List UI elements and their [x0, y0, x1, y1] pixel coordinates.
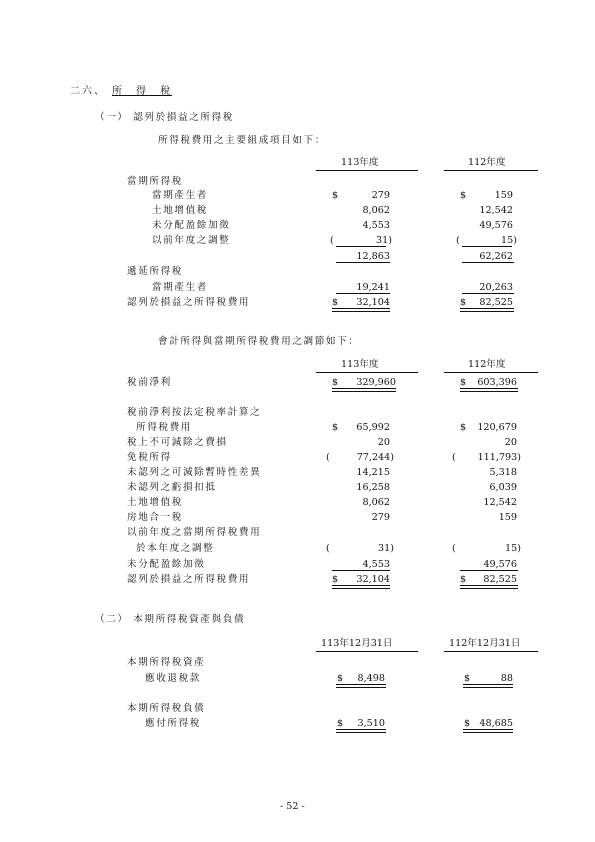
double-underline	[332, 585, 390, 589]
row-label: 免稅所得	[127, 452, 172, 463]
col-header-112: 112年度	[468, 157, 506, 168]
prior-113: 31)	[378, 543, 394, 554]
underline	[336, 293, 390, 294]
row-label: 未認列之可減除暫時性差異	[127, 467, 262, 478]
value-112: 49,576	[479, 220, 513, 231]
value-113: 279	[371, 512, 390, 523]
row-label: 土地增值稅	[152, 205, 208, 216]
open-paren: (	[452, 452, 456, 463]
dollar-sign: $	[460, 297, 467, 308]
calc-113: 65,992	[356, 422, 390, 433]
header-rule-112	[444, 372, 538, 373]
value-112: 159	[498, 512, 517, 523]
value-113: 20	[377, 437, 390, 448]
dollar-sign: $	[337, 673, 344, 684]
part1-heading: （一） 認列於損益之所得稅	[95, 112, 234, 123]
page-number: - 52 -	[280, 801, 305, 812]
value-112: 6,039	[489, 482, 517, 493]
dollar-sign: $	[337, 718, 344, 729]
subtotal-112: 62,262	[479, 251, 513, 262]
double-underline	[336, 729, 386, 733]
surtax-112: 49,576	[483, 559, 517, 570]
row-label: 土地增值稅	[127, 497, 183, 508]
underline	[336, 262, 390, 263]
double-underline	[336, 684, 386, 688]
part1-intro: 所得稅費用之主要組成項目如下：	[158, 135, 326, 146]
col-header-113: 113年度	[341, 359, 379, 370]
value-112: 12,542	[483, 497, 517, 508]
row-label: 房地合一稅	[127, 512, 183, 523]
dollar-sign: $	[460, 377, 467, 388]
total-label: 認列於損益之所得稅費用	[127, 574, 251, 585]
dollar-sign: $	[460, 190, 467, 201]
dollar-sign: $	[332, 297, 339, 308]
dollar-sign: $	[332, 190, 339, 201]
row-label: 未認列之虧損扣抵	[127, 482, 217, 493]
liability-label: 本期所得稅負債	[127, 703, 206, 714]
row-label: 稅上不可減除之費損	[127, 437, 228, 448]
header-rule-112	[444, 170, 538, 171]
value-113: 19,241	[356, 282, 390, 293]
dollar-sign: $	[460, 574, 467, 585]
underline	[460, 570, 518, 571]
asset-113: 8,498	[357, 673, 385, 684]
double-underline	[332, 308, 390, 312]
reconciliation-intro: 會計所得與當期所得稅費用之調節如下：	[158, 336, 360, 347]
value-113: 8,062	[362, 497, 390, 508]
value-112: 5,318	[489, 467, 517, 478]
value-113: 14,215	[356, 467, 390, 478]
dollar-sign: $	[332, 377, 339, 388]
double-underline	[463, 684, 513, 688]
asset-112: 88	[500, 673, 513, 684]
subtotal-113: 12,863	[356, 251, 390, 262]
dollar-sign: $	[460, 422, 467, 433]
surtax-label: 未分配盈餘加徵	[127, 559, 206, 570]
row-label: 應付所得稅	[145, 718, 201, 729]
prior-label-2: 於本年度之調整	[136, 543, 215, 554]
underline	[332, 570, 390, 571]
row-label: 當期產生者	[152, 190, 208, 201]
open-paren: (	[452, 543, 456, 554]
header-rule-113	[316, 372, 418, 373]
liability-112: 48,685	[479, 718, 513, 729]
section-number: 二六、	[70, 86, 106, 97]
value-113: 77,244)	[356, 452, 394, 463]
value-112: 111,793)	[477, 452, 521, 463]
row-label: 以前年度之調整	[152, 235, 231, 246]
deferred-label: 遞延所得稅	[127, 266, 183, 277]
value-112: 12,542	[479, 205, 513, 216]
pretax-113: 329,960	[356, 377, 396, 388]
part2-heading: （二） 本期所得稅資產與負債	[95, 614, 246, 625]
total-113: 32,104	[356, 574, 390, 585]
liability-113: 3,510	[357, 718, 385, 729]
open-paren: (	[326, 543, 330, 554]
calc-112: 120,679	[477, 422, 517, 433]
pretax-label: 稅前淨利	[127, 377, 172, 388]
row-label: 當期產生者	[152, 282, 208, 293]
col-header-112: 112年12月31日	[449, 638, 521, 649]
current-tax-label: 當期所得稅	[127, 176, 183, 187]
surtax-113: 4,553	[362, 559, 390, 570]
dollar-sign: $	[464, 718, 471, 729]
calc-label-1: 稅前淨利按法定稅率計算之	[127, 407, 262, 418]
prior-label-1: 以前年度之當期所得稅費用	[127, 527, 262, 538]
double-underline	[332, 388, 396, 392]
total-113: 32,104	[356, 297, 390, 308]
prior-112: 15)	[505, 543, 521, 554]
open-paren: (	[330, 235, 334, 246]
underline	[462, 246, 512, 247]
section-title: 所 得 稅	[112, 86, 172, 97]
dollar-sign: $	[332, 574, 339, 585]
value-113: 279	[371, 190, 390, 201]
dollar-sign: $	[332, 422, 339, 433]
value-113: 8,062	[362, 205, 390, 216]
asset-label: 本期所得稅資產	[127, 657, 206, 668]
header-rule-113	[316, 170, 418, 171]
value-113: 31)	[376, 235, 392, 246]
value-113: 4,553	[362, 220, 390, 231]
double-underline	[460, 585, 518, 589]
total-112: 82,525	[479, 297, 513, 308]
value-112: 20,263	[479, 282, 513, 293]
row-label: 應收退稅款	[145, 673, 201, 684]
underline	[336, 246, 386, 247]
value-112: 159	[494, 190, 513, 201]
open-paren: (	[456, 235, 460, 246]
calc-label-2: 所得稅費用	[136, 422, 192, 433]
col-header-113: 113年12月31日	[321, 638, 393, 649]
value-112: 15)	[501, 235, 517, 246]
row-label: 未分配盈餘加徵	[152, 220, 231, 231]
underline	[462, 262, 514, 263]
underline	[462, 293, 514, 294]
value-112: 20	[504, 437, 517, 448]
header-rule-113	[316, 651, 418, 652]
value-113: 16,258	[356, 482, 390, 493]
total-label: 認列於損益之所得稅費用	[127, 297, 251, 308]
double-underline	[460, 308, 514, 312]
pretax-112: 603,396	[477, 377, 517, 388]
dollar-sign: $	[464, 673, 471, 684]
col-header-113: 113年度	[341, 157, 379, 168]
double-underline	[463, 729, 513, 733]
open-paren: (	[326, 452, 330, 463]
header-rule-112	[444, 651, 538, 652]
col-header-112: 112年度	[468, 359, 506, 370]
total-112: 82,525	[483, 574, 517, 585]
double-underline	[460, 388, 518, 392]
